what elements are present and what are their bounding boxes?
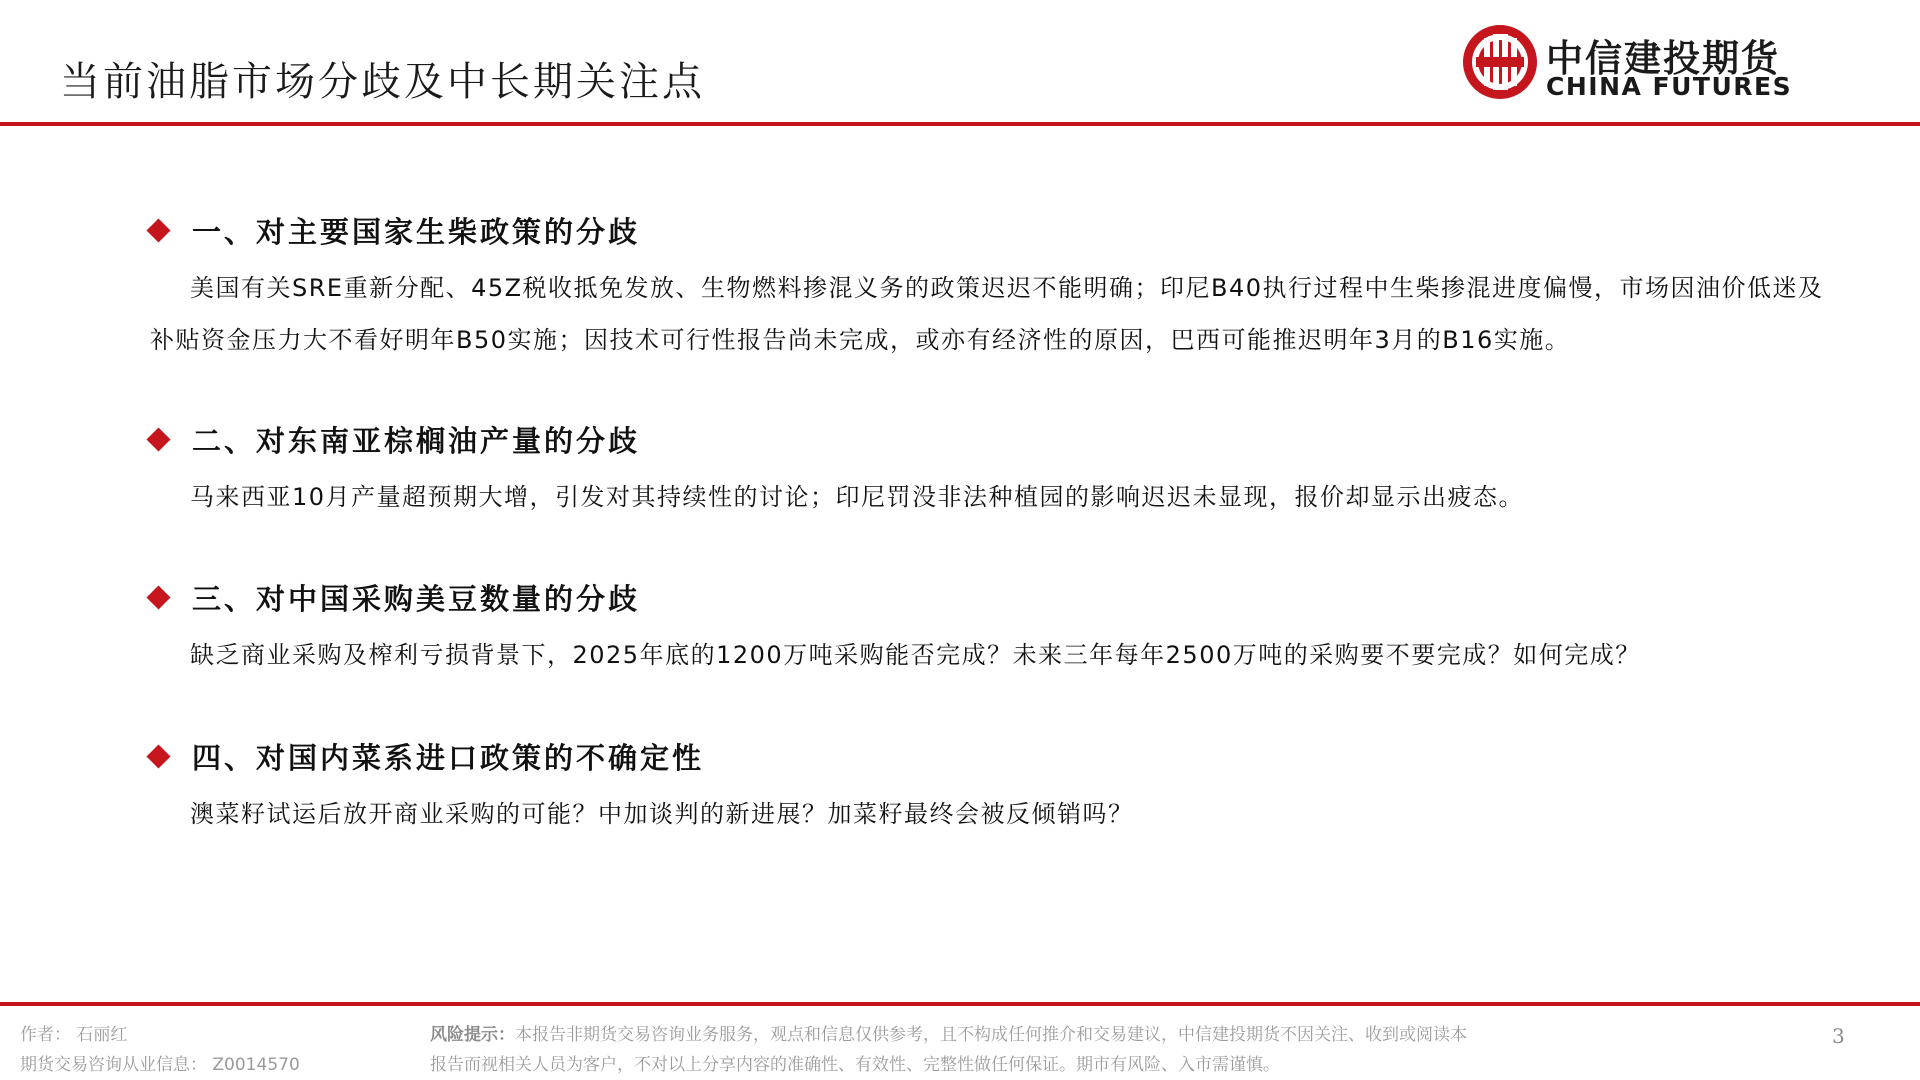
risk-label: 风险提示： <box>430 1025 515 1045</box>
footer-license: 期货交易咨询从业信息： Z0014570 <box>20 1055 300 1075</box>
diamond-bullet-icon <box>146 218 170 242</box>
risk-text: 本报告非期货交易咨询业务服务，观点和信息仅供参考，且不构成任何推介和交易建议，中信建投期货不因关注、收到或阅读本报告而视相关人员为客户，不对以上分享内容的准确性、有效性、完整性做任何保证。期市有风险、入市需谨慎。 <box>430 1025 1467 1075</box>
diamond-bullet-icon <box>146 427 170 451</box>
slide-content <box>0 126 1920 996</box>
section-body: 美国有关SRE重新分配、45Z税收抵免发放、生物燃料掺混义务的政策迟迟不能明确；印尼B40执行过程中生柴掺混进度偏慢，市场因油价低迷及补贴资金压力大不看好明年B50实施；因技术可行性报告尚未完成，或亦有经济性的原因，巴西可能推迟明年3月的B16实施。 <box>150 274 1824 354</box>
footer-author: 作者： 石丽红 <box>20 1025 128 1045</box>
risk-disclaimer <box>430 1020 1470 1080</box>
slide-header <box>0 0 1920 126</box>
page-title: 当前油脂市场分歧及中长期关注点 <box>60 59 705 105</box>
section-body: 缺乏商业采购及榨利亏损背景下，2025年底的1200万吨采购能否完成？未来三年每年2500万吨的采购要不要完成？如何完成？ <box>190 641 1641 669</box>
diamond-bullet-icon <box>146 744 170 768</box>
section-body: 马来西亚10月产量超预期大增，引发对其持续性的讨论；印尼罚没非法种植园的影响迟迟未显现，报价却显示出疲态。 <box>190 483 1525 511</box>
section-heading: 三、对中国采购美豆数量的分歧 <box>192 582 641 616</box>
diamond-bullet-icon <box>146 585 170 609</box>
slide-footer <box>0 1006 1920 1080</box>
section-heading: 一、对主要国家生柴政策的分歧 <box>192 215 641 249</box>
section-body: 澳菜籽试运后放开商业采购的可能？中加谈判的新进展？加菜籽最终会被反倾销吗？ <box>190 800 1134 828</box>
logo-chinese-name: 中信建投期货 <box>1546 37 1780 80</box>
company-logo <box>1462 24 1792 104</box>
page-number: 3 <box>1832 1024 1845 1048</box>
section-heading: 四、对国内菜系进口政策的不确定性 <box>192 741 705 775</box>
citic-logo-icon <box>1462 24 1538 100</box>
logo-english-name: CHINA FUTURES <box>1546 72 1793 101</box>
section-heading: 二、对东南亚棕榈油产量的分歧 <box>192 424 641 458</box>
